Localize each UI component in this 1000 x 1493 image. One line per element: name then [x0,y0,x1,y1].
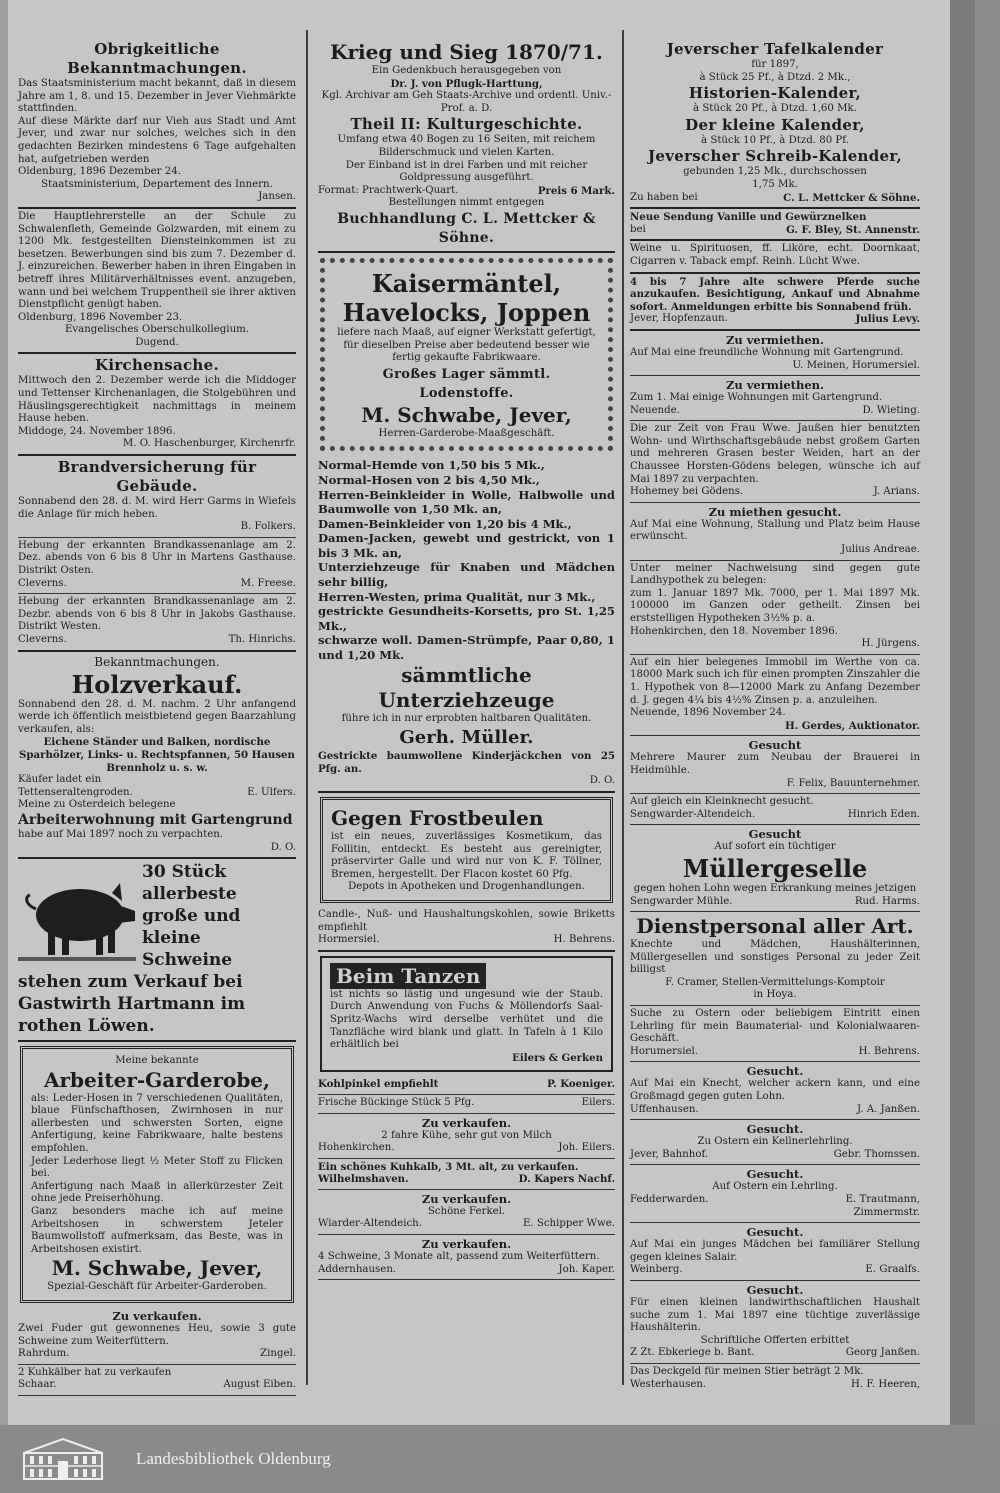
place: Cleverns. [18,577,67,589]
name-title: Zimmermstr. [853,1206,920,1218]
name: Joh. Kaper. [558,1263,615,1275]
notice-signature: Evangelisches Oberschulkollegium. [64,324,250,336]
name: E. Ulfers. [247,786,296,798]
girl-wanted-ad [630,1223,920,1281]
name: M. Freese. [240,577,296,589]
ad-title: Gesucht. [746,1122,804,1137]
section-title: Kirchensache. [95,356,219,375]
signature-line [630,1149,920,1162]
ad-title: Gesucht. [746,1282,804,1297]
place: Addernhausen. [318,1263,397,1275]
ad-text: Zu haben bei [630,191,698,203]
ad-firm: Eilers & Gerken [512,1051,603,1064]
ad-text: 2 fahre Kühe, sehr gut von Milch [381,1129,552,1141]
rent-ad-1 [630,331,920,376]
pig-sale-ad [18,859,296,1042]
place: Z Zt. Ebkeriege b. Bant. [630,1347,755,1359]
column-right [630,38,920,1390]
teacher-position-notice [18,209,296,355]
signature-line [630,809,920,822]
ad-text: Candle-, Nuß- und Haushaltungskohlen, sowie Briketts empfiehlt [318,908,615,933]
notice-text: Auf diese Märkte darf nur Vieh aus Stadt und Amt Jever, und zwar nur solches, welches sich in den gedachten Bezirken mindestens 6 Tage aufgehalten hat, aufgetrieben werden [18,115,296,165]
place: Hohenkirchen. [318,1142,395,1154]
signature-line [18,1348,296,1361]
signature-line [18,578,296,591]
place: Hohenkirchen, den 18. November 1896. [630,625,838,637]
notice-name: Dugend. [135,336,179,348]
ad-text: Knechte und Mädchen, Haushälterinnen, Müllergesellen und sonstiges Personal zu jeder Zeit billigst [630,939,920,976]
notice-place: Oldenburg, 1896 Dezember 24. [18,166,181,178]
book-price-line [318,185,615,198]
ad-firm-subtitle: Herren-Garderobe-Maaßgeschäft. [378,427,555,439]
book-title: Krieg und Sieg 1870/71. [330,40,603,64]
rent-ad-2 [630,376,920,421]
name: Hinrich Eden. [847,808,920,820]
calendar-ad [630,38,920,209]
book-subtitle: Ein Gedenkbuch herausgegeben von [371,65,562,76]
notice-signature: B. Folkers. [240,521,296,533]
ad-text: Schriftliche Offerten erbittet [700,1334,850,1346]
book-part: Theil II: Kulturgeschichte. [350,115,583,134]
signature-line [630,405,920,418]
column-rule [306,30,308,1385]
underwear-item: gestrickte Gesundheits-Korsetts, pro St. 1,25 Mk., [318,604,615,633]
signature-line [630,1379,920,1392]
ad-text: Auf Ostern ein Lehrling. [712,1181,838,1193]
signature-line [318,1173,615,1186]
ad-title: Zu verkaufen. [421,1115,512,1130]
signature-line [18,787,296,800]
ad-title: Zu vermiethen. [725,378,825,393]
ad-subheading: Großes Lager sämmtl. Lodenstoffe. [382,366,551,401]
horses-ad [630,274,920,331]
place: Wiarder-Altendeich. [318,1218,422,1230]
ad-text: bei [630,223,646,235]
section-title: Brandversicherung für Gebäude. [57,458,257,496]
place: Westerhausen. [630,1378,707,1390]
ad-title: Gesucht. [746,1167,804,1182]
fire-fund-notice-west [18,594,296,651]
ad-text: Auf ein hier belegenes Immobil im Werthe von ca. 18000 Mark such ich für einen prompten Zinszahler die 1. Hypothek von 8—12000 Mark zu Anfang Dezember d. J. gegen 4¼ bis 4½% Zinsen p. a. anzuleihen. [630,656,920,706]
carpenter-apprentice-ad [630,1165,920,1223]
notice-place: Oldenburg, 1896 November 23. [18,311,183,323]
mortgage-ad-1 [630,561,920,655]
housekeeper-wanted-ad [630,1281,920,1364]
ad-text: ist ein neues, zuverlässiges Kosmetikum, das Follitin, entdeckt. Es besteht aus gereinigter, präservirter Galle und wird nur von K. F. Töllner, Bremen, hergestellt. Der Flacon kostet 60 Pfg. [331,831,602,880]
name: Julius Andreae. [841,544,920,556]
name: H. Gerdes, Auktionator. [785,719,920,732]
ad-title: Zu verkaufen. [421,1191,512,1206]
signature-line [630,1046,920,1059]
dance-wax-ad [320,956,613,1073]
ad-text: Auf gleich ein Kleinknecht gesucht. [630,796,814,808]
name: Rud. Harms. [854,895,920,907]
underwear-item: Normal-Hemde von 1,50 bis 5 Mk., [318,458,545,473]
ad-text: Suche zu Ostern oder beliebigem Eintritt einen Lehrling für mein Baumaterial- und Kolonialwaaren-Geschäft. [630,1008,920,1045]
place: Neuende. [630,404,680,416]
ad-title: Gegen Frostbeulen [331,806,544,830]
piglet-sale-ad [318,1190,615,1235]
ad-text: führe ich in nur erprobten haltbaren Qualitäten. [341,712,592,724]
ad-firm-subtitle: Spezial-Geschäft für Arbeiter-Garderoben. [47,1281,267,1293]
place: Cleverns. [18,633,67,645]
notice-text: Mittwoch den 2. Dezember werde ich die Middoger und Tettenser Kirchenanlagen, die Stolgebühren und Häuslingsgerechtigkeit nachmittags in meinem Hause heben. [18,375,296,425]
ad-title: Gesucht [748,827,802,842]
ad-heading: Müllergeselle [682,853,868,883]
book-firm: Buchhandlung C. L. Mettcker & Söhne. [337,210,596,246]
ad-title: Zu verkaufen. [421,1237,512,1252]
underwear-item: schwarze woll. Damen-Strümpfe, Paar 0,80, 1 und 1,20 Mk. [318,633,615,663]
library-footer [0,1425,1000,1493]
ad-title: Beim Tanzen [330,963,486,989]
book-text: Umfang etwa 40 Bogen zu 16 Seiten, mit reichem Bilderschmuck und vielen Karten. [337,134,596,158]
ad-text: liefere nach Maaß, auf eigner Werkstatt gefertigt, für dieselben Preise aber bedeutend besser wie fertig gekaufte Fabrikwaare. [337,326,596,364]
underwear-item: Normal-Hosen von 2 bis 4,50 Mk., [318,472,540,487]
book-price: Preis 6 Mark. [537,184,615,197]
ad-text: 4 bis 7 Jahre alte schwere Pferde suche anzukaufen. Besichtigung, Ankauf und Abnahme sofort. Anmeldungen erbitte bis Sonnabend früh. [630,275,920,313]
ad-title: Kaisermäntel, [371,268,562,298]
frostbite-ad [320,797,613,903]
official-notice [18,38,296,209]
ad-title: Gesucht. [746,1225,804,1240]
masons-wanted-ad [630,736,920,794]
ad-text: gegen hohen Lohn wegen Erkrankung meines jetzigen [633,882,917,894]
ad-firm: F. Cramer, Stellen-Vermittelungs-Komptoir [665,976,885,988]
column-left [18,38,296,1391]
ad-title: Der kleine Kalender, [685,115,865,134]
ad-text: Mehrere Maurer zum Neubau der Brauerei in Heidmühle. [630,752,920,776]
signature-line [630,1104,920,1117]
ad-title: Dienstpersonal aller Art. [636,914,914,939]
ad-title: sämmtliche Unterziehzeuge [378,662,555,712]
signature-line [18,634,296,647]
notice-text: Hebung der erkannten Brandkassenanlage am 2. Dez. abends von 6 bis 8 Uhr in Martens Gasthause. Distrikt Osten. [18,539,296,576]
signature-line [318,1218,615,1231]
page-binding-strip [950,0,975,1425]
ad-text: Zum 1. Mai einige Wohnungen mit Gartengrund. [630,392,883,404]
servant-wanted-ad [630,1062,920,1120]
column-rule [622,30,624,1385]
library-building-icon [20,1437,106,1483]
name: H. Behrens. [553,934,615,946]
ad-text: 4 Schweine, 3 Monate alt, passend zum Weiterfüttern. [318,1251,600,1263]
ad-title: Zu miethen gesucht. [708,504,842,519]
pig-illustration [18,865,136,969]
hay-sale-ad [18,1307,296,1365]
place: Sengwarder Mühle. [630,895,733,907]
place: Hohemey bei Gödens. [630,486,744,498]
ad-text: 2 Kuhkälber hat zu verkaufen [18,1366,172,1378]
name: H. Behrens. [858,1045,920,1057]
notice-signature: D. O. [270,841,296,853]
cowcalf-sale-ad [318,1159,615,1190]
mortgage-ad-2 [630,655,920,737]
signature-line [630,313,920,326]
section-label: Bekanntmachungen. [94,654,220,669]
herring-ad [318,1095,615,1114]
book-ad [318,38,615,253]
coal-ad [318,907,615,952]
name: F. Felix, Bauunternehmer. [786,777,920,789]
ad-text: Zwei Fuder gut gewonnenes Heu, sowie 3 gute Schweine zum Weiterfüttern. [18,1323,296,1347]
name: D. Wieting. [862,404,920,416]
book-author-title: Kgl. Archivar am Geh Staats-Archive und ordentl. Univ.-Prof. a. D. [321,90,612,114]
name: G. F. Bley, St. Annenstr. [786,223,920,236]
place: Wilhelmshaven. [318,1173,409,1186]
place: Schaar. [18,1379,57,1391]
underwear-ad [318,456,615,793]
ad-title: Jeverscher Tafelkalender [666,40,884,58]
wanted-rent-ad [630,503,920,561]
notice-items: Eichene Ständer und Balken, nordische Sparhölzer, Links- u. Rechtspfannen, 50 Hausen Brennholz u. s. w. [19,736,295,774]
miller-wanted-ad [630,825,920,912]
book-author: Dr. J. von Pflugk-Harttung, [390,77,543,90]
signature-line [630,224,920,237]
ad-text: Ein schönes Kuhkalb, 3 Mt. alt, zu verkaufen. [318,1160,579,1173]
place: Sengwarder-Altendeich. [630,808,756,820]
place: Hormersiel. [318,934,380,946]
ad-firm: M. Schwabe, Jever, [361,402,572,427]
ad-text: Jeder Lederhose liegt ½ Meter Stoff zu Flicken bei. [31,1155,283,1180]
bull-fee-ad [630,1364,920,1394]
signature-line [318,1142,615,1155]
ad-firm: Gerh. Müller. [399,727,534,749]
ad-title: Historien-Kalender, [688,84,862,103]
ad-title: Jeverscher Schreib-Kalender, [647,147,903,166]
name: J. Arians. [873,486,920,498]
ad-text: à Stück 10 Pf., à Dtzd. 80 Pf. [701,134,849,146]
underwear-item: Damen-Jacken, gewebt und gestrickt, von 1 bis 3 Mk. an, [318,531,615,560]
calf-sale-ad [18,1365,296,1396]
pig-ad-text: 30 Stück allerbeste große und kleine Schweine stehen zum Verkauf bei Gastwirth Hartmann im rothen Löwen. [18,862,246,1037]
underwear-list [318,458,615,662]
ad-text: Neue Sendung Vanille und Gewürznelken [630,211,867,224]
ad-text: Depots in Apotheken und Drogenhandlungen. [348,881,585,893]
name: Joh. Eilers. [558,1142,615,1154]
signature-line [630,486,920,499]
ad-text: Das Deckgeld für meinen Stier beträgt 2 Mk. [630,1365,864,1377]
wood-sale-notice [18,652,296,860]
ad-text: gebunden 1,25 Mk., durchschossen [683,166,867,178]
notice-text: Die Hauptlehrerstelle an der Schule zu Schwalenfleth, Gemeinde Golzwarden, mit einem zu 1200 Mk. festgestellten Diensteinkommen ist zu besetzen. Bewerbungen sind bis zum 7. Dezember d. J. einzureichen. Bewerber haben in ihren Eingaben in betreff ihres Militärverhältnisses event. anzugeben, wann und bei welchem Truppentheil sie ihrer aktiven Dienstpflicht genügt haben. [18,210,296,311]
name: P. Koeniger. [547,1078,615,1091]
notice-signature: M. O. Haschenburger, Kirchenrfr. [122,438,296,450]
ad-text: Die zur Zeit von Frau Wwe. Jaußen hier benutzten Wohn- und Wirthschaftsgebäude nebst großem Garten und mehreren Grasen bester Weiden, hart an der Chaussee Horsten-Gödens belegen, wünsche ich auf Mai 1897 zu verpachten. [630,423,920,485]
place: Tettenseraltengroden. [18,786,133,798]
ad-text: Schöne Ferkel. [427,1205,506,1217]
notice-text: Das Staatsministerium macht bekannt, daß in diesem Jahre am 1, 8. und 15. Dezember in Jever Viehmärkte stattfinden. [18,78,296,115]
signature-line [18,1379,296,1392]
underwear-item: Damen-Beinkleider von 1,20 bis 4 Mk., [318,516,572,531]
signature-line [630,1264,920,1277]
name: J. A. Janßen. [857,1103,920,1115]
ad-title: Gesucht. [746,1064,804,1079]
ad-text: Weine u. Spirituosen, ff. Liköre, echt. Doornkaat, Cigarren v. Taback empf. Reinh. Lücht Wwe. [630,243,920,267]
name: Gebr. Thomssen. [833,1148,920,1160]
ad-intro: Meine bekannte [115,1055,199,1067]
signature-line [318,934,615,947]
ad-text: zum 1. Januar 1897 Mk. 7000, per 1. Mai 1897 Mk. 100000 im Ganzen oder getheilt. Zinsen bei erststelligen Hypotheken 3½% p. a. [630,587,920,624]
ad-text: Für einen kleinen landwirthschaftlichen Haushalt suche zum 1. Mai 1897 eine tüchtige zuverlässige Haushälterin. [630,1296,920,1334]
coats-ad [320,258,613,451]
fire-fund-notice-east [18,538,296,594]
church-notice [18,354,296,456]
notice-place: Middoge, 24. November 1896. [18,425,176,437]
signature-line [318,1264,615,1277]
ad-text: Auf Mai eine freundliche Wohnung mit Gartengrund. [630,346,904,358]
name: E. Trautmann, [845,1194,920,1205]
place: Neuende, 1896 November 24. [630,707,786,719]
ad-firm-place: in Hoya. [753,989,797,1001]
ad-text: Anfertigung nach Maaß in allerkürzester Zeit ohne jede Preiserhöhung. [31,1180,283,1205]
name: Th. Hinrichs. [228,633,296,645]
name: E. Graalfs. [865,1264,920,1276]
ad-text: Auf sofort ein tüchtiger [714,841,836,853]
name: H. Jürgens. [861,638,920,650]
cows-sale-ad [318,1114,615,1159]
name: C. L. Mettcker & Söhne. [783,191,920,204]
name: Zingel. [260,1348,296,1360]
notice-text: habe auf Mai 1897 noch zu verpachten. [18,828,224,840]
notice-text: Hebung der erkannten Brandkassenanlage am 2. Dezbr. abends von 6 bis 8 Uhr in Jakobs Gasthause. Distrikt Westen. [18,596,296,633]
pigs-sale-ad [318,1235,615,1280]
apprentice-wanted-ad [630,1006,920,1062]
vanilla-ad [630,209,920,241]
ad-text: Auf Mai ein Knecht, welcher ackern kann, und eine Großmagd gegen guten Lohn. [630,1078,920,1103]
notice-heading: Arbeiterwohnung mit Gartengrund [18,811,293,828]
ad-text: Gestrickte baumwollene Kinderjäckchen von 25 Pfg. an. [318,750,615,775]
name: D. Kapers Nachf. [518,1173,615,1186]
ad-text: Ganz besonders mache ich auf meine Arbeitshosen in schwerstem Jeteler Baumwollstoff aufmerksam, das Beste, was in Arbeitshosen existirt. [31,1206,283,1255]
name: U. Meinen, Horumersiel. [792,359,920,371]
notice-text: Käufer ladet ein [18,774,102,786]
signature-line [318,1078,615,1091]
name: August Eiben. [223,1379,296,1391]
ad-text: Kohlpinkel empfiehlt [318,1078,439,1091]
ad-text: Auf Mai eine Wohnung, Stallung und Platz beim Hause erwünscht. [630,518,920,543]
signature-line [630,192,920,205]
place: Jever, Bahnhof. [630,1148,709,1160]
place: Weinberg. [630,1264,683,1276]
ad-text: à Stück 20 Pf., à Dtzd. 1,60 Mk. [693,103,857,115]
signature-line [318,1097,615,1110]
ad-title: Zu vermiethen. [725,332,825,347]
name: E. Schipper Wwe. [522,1218,615,1230]
name: Eilers. [581,1096,615,1108]
ad-text: Unter meiner Nachweisung sind gegen gute Landhypothek zu belegen: [630,562,920,587]
ad-text: Zu Ostern ein Kellnerlehrling. [697,1136,853,1148]
notice-signature: Staatsministerium, Departement des Innern. [41,178,273,190]
fire-insurance-notice [18,456,296,538]
ad-title: Gesucht [748,738,802,753]
ad-text: Auf Mai ein junges Mädchen bei familiärer Stellung gegen kleines Salair. [630,1239,920,1263]
column-middle [318,38,615,1378]
signature-line [630,1194,920,1207]
wine-ad [630,241,920,273]
signature-line [630,1347,920,1360]
ad-signature: D. O. [589,775,615,787]
notice-text: Sonnabend den 28. d. M. nachm. 2 Uhr anfangend werde ich öffentlich meistbietend gegen Baarzahlung verkaufen, als: [18,698,296,735]
notice-text: Meine zu Osterdeich belegene [18,799,176,811]
underwear-item: Herren-Beinkleider in Wolle, Halbwolle und Baumwolle von 1,50 Mk. an, [318,487,615,517]
place: Jever, Hopfenzaun. [630,313,728,325]
kale-ad [318,1076,615,1095]
library-name: Landesbibliothek Oldenburg [136,1449,331,1468]
underwear-item: Herren-Westen, prima Qualität, nur 3 Mk., [318,589,596,604]
ad-firm: M. Schwabe, Jever, [51,1256,263,1281]
notice-name: Jansen. [258,191,296,203]
section-title: Obrigkeitliche Bekanntmachungen. [67,40,247,77]
name: Georg Janßen. [845,1347,920,1359]
farmhand-wanted-ad [630,794,920,825]
ad-title: Arbeiter-Garderobe, [44,1067,270,1092]
place: Rahrdum. [18,1348,70,1360]
ad-title: Zu verkaufen. [112,1309,202,1323]
ad-text: à Stück 25 Pf., à Dtzd. 2 Mk., [699,71,851,83]
underwear-item: Unterziehzeuge für Knaben und Mädchen sehr billig, [318,560,615,590]
notice-text: Sonnabend den 28. d. M. wird Herr Garms in Wiefels die Anlage für mich heben. [18,496,296,520]
place: Horumersiel. [630,1045,699,1057]
waiter-wanted-ad [630,1120,920,1165]
staff-agency-ad [630,912,920,1006]
ad-text: für 1897, [751,59,799,70]
page-left-edge [0,0,8,1425]
ad-title: Havelocks, Joppen [342,297,591,327]
ad-text: ist nichts so lästig und ungesund wie der Staub. Durch Anwendung von Fuchs & Möllendorfs Saal-Spritz-Wachs wird derselbe verhütet und die Tanzfläche wird blank und glatt. In Tafeln à 1 Kilo erhältlich bei [330,988,603,1051]
place: Fedderwarden. [630,1194,709,1205]
place: Uffenhausen. [630,1103,699,1115]
book-format: Format: Prachtwerk-Quart. [318,184,459,196]
name: Julius Levy. [855,313,920,326]
section-title: Holzverkauf. [71,669,243,699]
lease-ad [630,421,920,503]
ad-text: 1,75 Mk. [752,178,798,190]
ad-text: Frische Bückinge Stück 5 Pfg. [318,1096,475,1108]
book-text: Der Einband ist in drei Farben und mit reicher Goldpressung ausgeführt. [345,159,588,184]
signature-line [630,896,920,909]
work-clothing-ad [20,1046,294,1303]
name: H. F. Heeren, [851,1378,920,1390]
book-order: Bestellungen nimmt entgegen [388,197,545,209]
ad-text: als: Leder-Hosen in 7 verschiedenen Qualitäten, blaue Fünfschafthosen, Zwirnhosen in nur allerbesten und schwersten Sorten, eigne Anfertigung, keine Fabrikwaare, halte bestens empfohlen. [31,1092,283,1155]
